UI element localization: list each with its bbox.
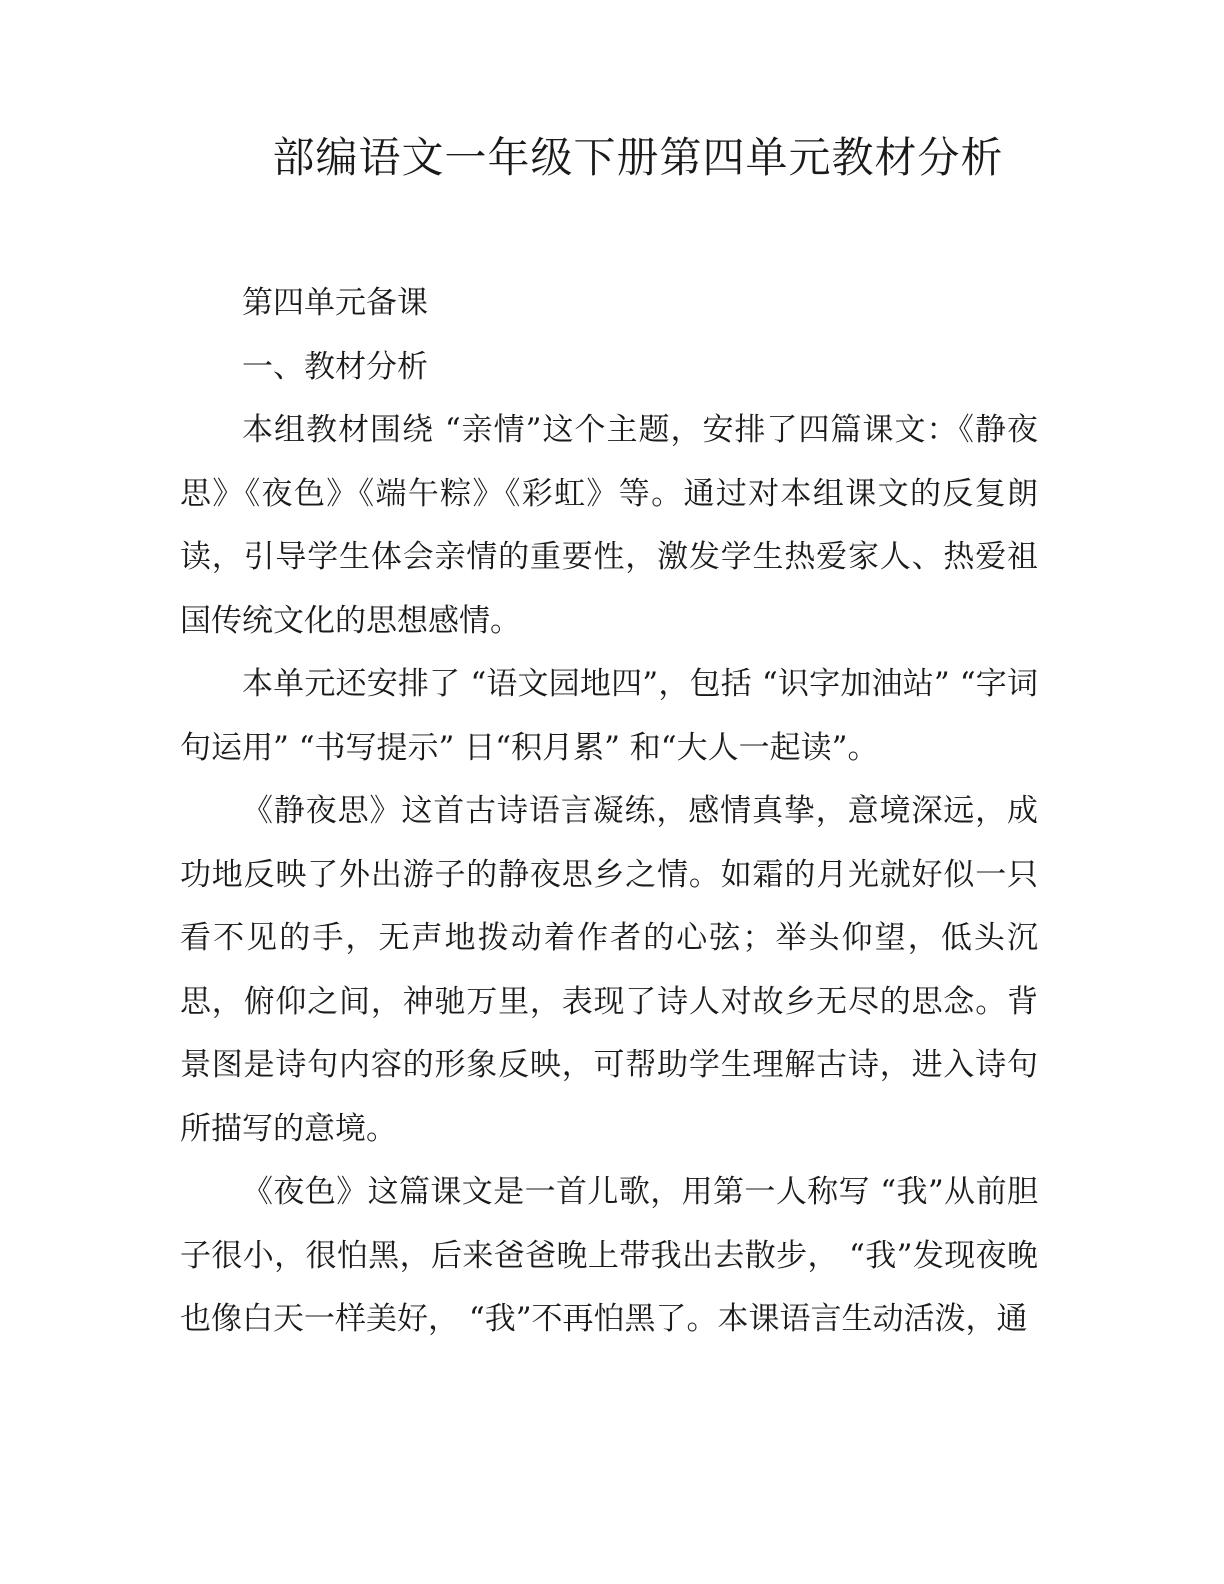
document-title: 部编语文一年级下册第四单元教材分析 [272,133,1004,182]
section-heading: 第四单元备课 [242,285,428,321]
paragraph: 本组教材围绕 “亲情”这个主题，安排了四篇课文：《静夜思》《夜色》《端午粽》《彩虹》等。通过对本组课文的反复朗读，引导学生体会亲情的重要性，激发学生热爱家人、热爱祖国传统文化的思想感情。 [180,412,1038,639]
paragraph: 本单元还安排了 “语文园地四”，包括 “识字加油站” “字词句运用” “书写提示” 日“积月累” 和“大人一起读”。 [180,666,1038,766]
paragraph: 《静夜思》这首古诗语言凝练，感情真挚，意境深远，成功地反映了外出游子的静夜思乡之情。如霜的月光就好似一只看不见的手，无声地拨动着作者的心弦；举头仰望，低头沉思，俯仰之间，神驰万里，表现了诗人对故乡无尽的思念。背景图是诗句内容的形象反映，可帮助学生理解古诗，进入诗句所描写的意境。 [180,793,1038,1147]
paragraph: 《夜色》这篇课文是一首儿歌，用第一人称写 “我”从前胆子很小，很怕黑，后来爸爸晚上带我出去散步， “我”发现夜晚也像白天一样美好， “我”不再怕黑了。本课语言生动活泼，通 [180,1174,1038,1337]
document-body [180,272,1038,1352]
subsection-heading: 一、教材分析 [242,348,428,385]
